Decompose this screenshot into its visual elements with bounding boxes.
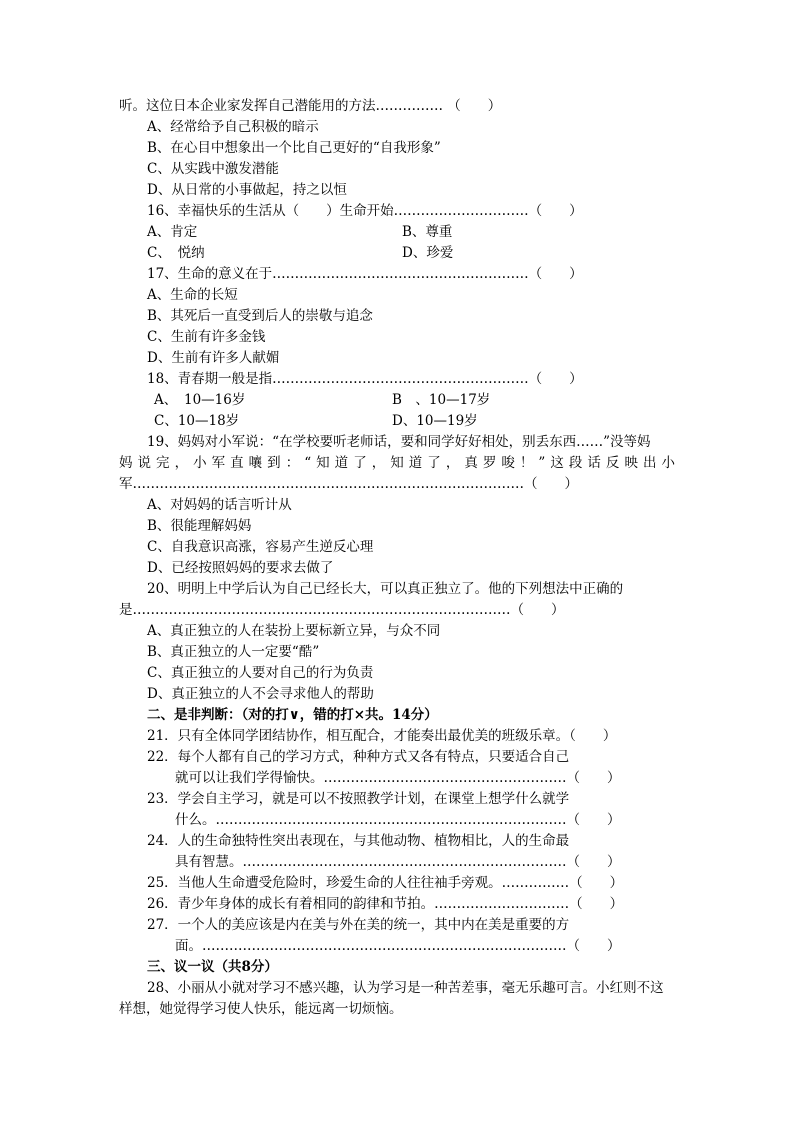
q23-line-1: 23．学会自主学习，就是可以不按照教学计划，在课堂上想学什么就学 xyxy=(147,791,570,807)
q24-line-1: 24．人的生命独特性突出表现在，与其他动物、植物相比，人的生命最 xyxy=(147,833,570,849)
q19-option-a: A、对妈妈的话言听计从 xyxy=(147,497,292,513)
q20-stem-1: 20、明明上中学后认为自己已经长大，可以真正独立了。他的下列想法中正确的 xyxy=(147,581,624,597)
q20-stem-2: 是…………………………………………………………………………（ ） xyxy=(119,602,565,618)
section-2-heading: 二、是非判断：（对的打∨，错的打×共。14分） xyxy=(147,707,438,723)
q15-option-b: B、在心目中想象出一个比自己更好的“自我形象” xyxy=(147,140,441,156)
q18-stem: 18、青春期一般是指…………………………………………………（ ） xyxy=(147,371,583,387)
q16-option-c: C、 悦纳 xyxy=(147,245,205,261)
q16-option-d: D、珍爱 xyxy=(402,245,454,261)
q15-option-a: A、经常给予自己积极的暗示 xyxy=(147,119,319,135)
section-3-heading: 三、议一议（共8分） xyxy=(147,959,278,975)
q17-option-b: B、其死后一直受到后人的崇敬与追念 xyxy=(147,308,373,324)
q22-line-1: 22．每个人都有自己的学习方式，种种方式又各有特点，只要适合自己 xyxy=(147,749,570,765)
q26: 26．青少年身体的成长有着相同的韵律和节拍。…………………………（ ） xyxy=(147,896,624,912)
q15-option-c: C、从实践中激发潜能 xyxy=(147,161,279,177)
q15-tail: 听。这位日本企业家发挥自己潜能用的方法…………… （ ） xyxy=(119,98,502,114)
q21: 21．只有全体同学团结协作，相互配合，才能奏出最优美的班级乐章。（ ） xyxy=(147,728,617,744)
q16-option-a: A、肯定 xyxy=(147,224,198,240)
q19-option-c: C、自我意识高涨，容易产生逆反心理 xyxy=(147,539,374,555)
q19-option-b: B、很能理解妈妈 xyxy=(147,518,252,534)
q18-option-d: D、10—19岁 xyxy=(392,413,478,429)
q20-option-d: D、真正独立的人不会寻求他人的帮助 xyxy=(147,686,374,702)
q20-option-a: A、真正独立的人在装扮上要标新立异，与众不同 xyxy=(147,623,441,639)
q19-stem-1: 19、妈妈对小军说：“在学校要听老师话，要和同学好好相处，别丢东西……”没等妈 xyxy=(147,434,651,450)
q27-line-1: 27．一个人的美应该是内在美与外在美的统一，其中内在美是重要的方 xyxy=(147,917,570,933)
q15-option-d: D、从日常的小事做起，持之以恒 xyxy=(147,182,347,198)
q17-option-c: C、生前有许多金钱 xyxy=(147,329,266,345)
q24-line-2: 具有智慧。………………………………………………………………（ ） xyxy=(175,854,621,870)
q16-stem: 16、幸福快乐的生活从（ ）生命开始…………………………（ ） xyxy=(147,203,583,219)
q19-stem-2: 妈说完，小军直嚷到：“知道了，知道了，真罗唆！”这段话反映出小 xyxy=(119,455,675,471)
q18-option-a: A、 10—16岁 xyxy=(154,392,246,408)
q18-option-c: C、10—18岁 xyxy=(154,413,240,429)
q28-line-1: 28、小丽从小就对学习不感兴趣，认为学习是一种苦差事，毫无乐趣可言。小红则不这 xyxy=(147,980,664,996)
q20-option-b: B、真正独立的人一定要“酷” xyxy=(147,644,320,660)
q22-line-2: 就可以让我们学得愉快。………………………………………………（ ） xyxy=(175,770,621,786)
q28-line-2: 样想，她觉得学习使人快乐，能远离一切烦恼。 xyxy=(119,1001,403,1017)
q27-line-2: 面。………………………………………………………………………（ ） xyxy=(175,938,621,954)
q23-line-2: 什么。……………………………………………………………………（ ） xyxy=(175,812,621,828)
q18-option-b: B 、10—17岁 xyxy=(392,392,491,408)
q17-stem: 17、生命的意义在于…………………………………………………（ ） xyxy=(147,266,583,282)
q16-option-b: B、尊重 xyxy=(402,224,453,240)
q25: 25．当他人生命遭受危险时，珍爱生命的人往往袖手旁观。……………（ ） xyxy=(147,875,624,891)
q19-stem-3: 军……………………………………………………………………………（ ） xyxy=(119,476,578,492)
q20-option-c: C、真正独立的人要对自己的行为负责 xyxy=(147,665,374,681)
q17-option-d: D、生前有许多人献媚 xyxy=(147,350,280,366)
q17-option-a: A、生命的长短 xyxy=(147,287,238,303)
q19-option-d: D、已经按照妈妈的要求去做了 xyxy=(147,560,334,576)
